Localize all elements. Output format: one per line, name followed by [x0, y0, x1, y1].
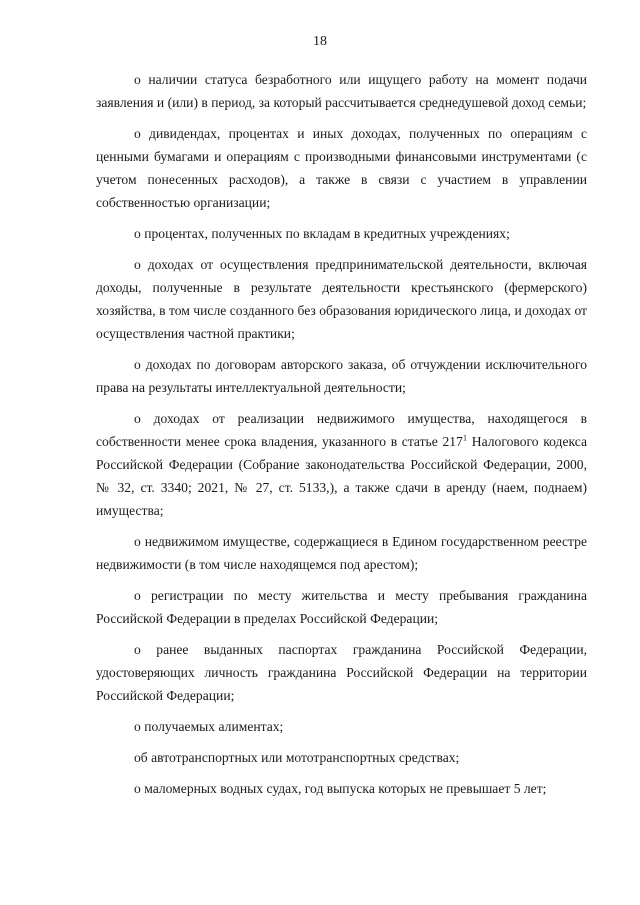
paragraph-vehicles: об автотранспортных или мототранспортных средствах;	[134, 750, 460, 765]
paragraph-real-estate-registry: о недвижимом имуществе, содержащиеся в Едином государственном реестре недвижимости (в том числе находящемся под арестом);	[96, 534, 587, 572]
paragraph-registration: о регистрации по месту жительства и месту пребывания гражданина Российской Федерации в пределах Российской Федерации;	[96, 588, 587, 626]
paragraph-unemployment-status: о наличии статуса безработного или ищущего работу на момент подачи заявления и (или) в период, за который рассчитывается среднедушевой доход семьи;	[96, 72, 587, 110]
paragraph-real-estate-sale	[96, 407, 587, 522]
paragraph-small-vessels: о маломерных водных судах, год выпуска которых не превышает 5 лет;	[134, 781, 547, 796]
footnote-superscript: 1	[462, 432, 468, 443]
document-body	[96, 68, 587, 808]
paragraph-dividends: о дивидендах, процентах и иных доходах, полученных по операциям с ценными бумагами и операциям с производными финансовыми инструментами (с учетом понесенных расходов), а также в связи с участием в управлении собственностью организации;	[96, 126, 587, 210]
paragraph-passports: о ранее выданных паспортах гражданина Российской Федерации, удостоверяющих личность гражданина Российской Федерации на территории Российской Федерации;	[96, 642, 587, 703]
paragraph-business-income: о доходах от осуществления предпринимательской деятельности, включая доходы, полученные в результате деятельности крестьянского (фермерского) хозяйства, в том числе созданного без образования юридического лица, и доходах от осуществления частной практики;	[96, 257, 587, 341]
paragraph-author-contracts: о доходах по договорам авторского заказа, об отчуждении исключительного права на результаты интеллектуальной деятельности;	[96, 357, 587, 395]
paragraph-real-estate-sale-text-after: Налогового кодекса Российской Федерации (Собрание законодательства Российской Федерации, 2000, № 32, ст. 3340; 2021, № 27, ст. 5133,), а также сдачи в аренду (наем, поднаем) имущества;	[96, 434, 587, 518]
paragraph-deposit-interest: о процентах, полученных по вкладам в кредитных учреждениях;	[134, 226, 510, 241]
page-number: 18	[313, 34, 327, 49]
paragraph-real-estate-sale-text-before: о доходах от реализации недвижимого имущества, находящегося в собственности менее срока владения, указанного в статье 217	[96, 411, 587, 449]
paragraph-alimony: о получаемых алиментах;	[134, 719, 284, 734]
